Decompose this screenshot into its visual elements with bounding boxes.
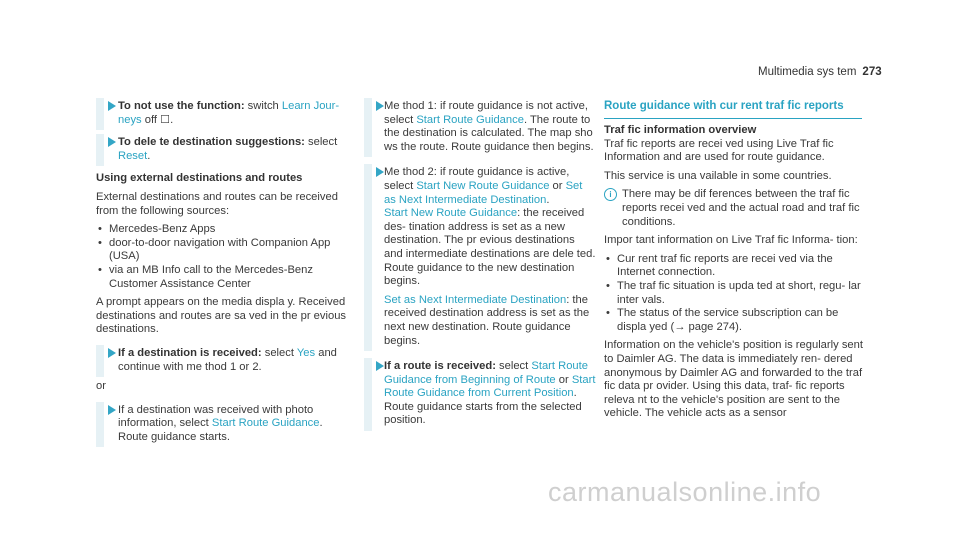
page-number: 273 [862,66,882,78]
info-icon: i [604,188,617,201]
list-item: • Cur rent traf fic reports are recei ved via the Internet connection. [604,253,866,280]
paragraph: Impor tant information on Live Traf fic Informa‐ tion: [604,234,858,247]
list-item: • The status of the service subscription can be displa yed (→ page 274). [604,307,866,334]
section-title: Multimedia sys tem [758,66,857,78]
checkbox-icon: ☐ [160,113,171,126]
step-method-2: Me thod 2: if route guidance is active, select Start New Route Guidance or Set as Next Intermediate Destination. Start New Route Guidance: the received des‐ tination address is set as a new destination. The pr evious destinations and intermediate destinations are dele ted. Route guidance to the new destination begins. Set as Next Intermediate Destination: the received destination address is set as the next new destination. Route guidance begins. [364,166,596,348]
subheading: Traf fic information overview [604,124,757,136]
step-arrow-icon [376,361,384,371]
step-route-received: If a route is received: select Start Route Guidance from Beginning of Route or Start Route Guidance from Current Position. Route guidance starts from the selected position. [364,360,596,428]
step-arrow-icon [376,167,384,177]
paragraph: A prompt appears on the media displa y. Received destinations and routes are sa ved in the pr evious destinations. [96,296,347,336]
paragraph: Information on the vehicle's position is regularly sent to Daimler AG. The data is immediately ren‐ dered anonymous by Daimler AG and forwarded to the traf fic data pr ovider. Using this data, traf‐ fic reports releva nt to the vehicle's position are sent to the vehicle. The vehicle acts as a sensor [604,339,863,420]
info-list [604,253,866,335]
list-item: • via an MB Info call to the Mercedes-Benz Customer Assistance Center [96,264,352,291]
paragraph: External destinations and routes can be received from the following sources: [96,190,338,217]
step-arrow-icon [108,348,116,358]
paragraph: This service is una vailable in some countries. [604,169,832,182]
subheading: Using external destinations and routes [96,172,303,185]
page-header [758,66,882,80]
column-1 [96,100,352,453]
step-method-1: Me thod 1: if route guidance is not active, select Start Route Guidance. The route to the destination is calculated. The map sho ws the route. Route guidance then begins. [364,100,596,154]
list-item: • door-to-door navigation with Companion App (USA) [96,237,352,264]
note: i There may be dif ferences between the traf fic reports recei ved and the actual road and traf fic conditions. [604,188,866,229]
list-item: • The traf fic situation is upda ted at short, regu‐ lar inter vals. [604,280,866,307]
paragraph: Traf fic reports are recei ved using Live Traf fic Information and are used for route guidance. [604,137,834,164]
watermark: carmanualsonline.info [548,477,822,507]
sources-list [96,223,352,291]
step-photo-destination: If a destination was received with photo information, select Start Route Guidance. Route guidance starts. [96,404,352,445]
column-2 [364,100,596,437]
step-disable-learn: To not use the function: switch Learn Jour‐ neys off ☐. [96,100,352,127]
or-text: or [96,380,106,393]
step-arrow-icon [108,137,116,147]
section-heading: Route guidance with cur rent traf fic reports [604,100,862,119]
step-delete-suggestions: To dele te destination suggestions: select Reset. [96,136,352,163]
step-destination-received: If a destination is received: select Yes and continue with me thod 1 or 2. [96,347,352,374]
list-item: • Mercedes-Benz Apps [96,223,352,237]
column-3 [604,124,866,426]
step-arrow-icon [108,405,116,415]
step-arrow-icon [376,101,384,111]
step-arrow-icon [108,101,116,111]
